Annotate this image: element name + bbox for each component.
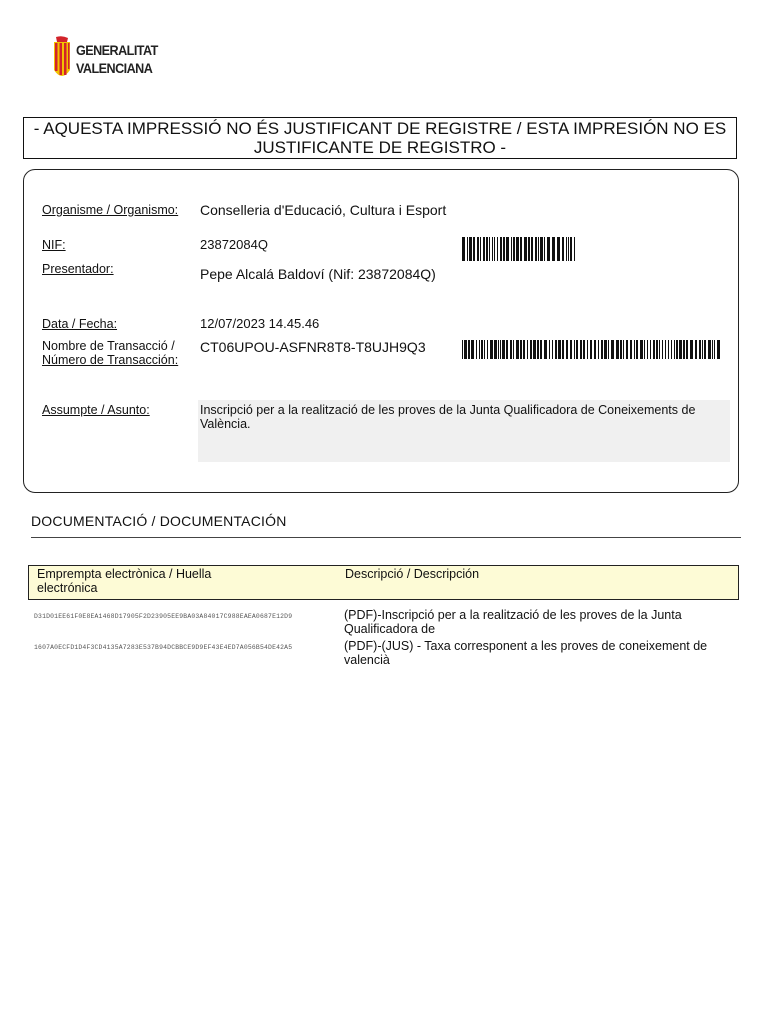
- transaccion-label-line1: Nombre de Transacció /: [42, 339, 175, 353]
- fecha-value: 12/07/2023 14.45.46: [200, 316, 320, 331]
- document-description: (PDF)-Inscripció per a la realització de les proves de la Junta Qualificadora de: [344, 608, 682, 636]
- transaccion-value: CT06UPOU-ASFNR8T8-T8UJH9Q3: [200, 339, 426, 355]
- notice-banner: - AQUESTA IMPRESSIÓ NO ÉS JUSTIFICANT DE REGISTRE / ESTA IMPRESIÓN NO ES JUSTIFICANTE DE REGISTRO -: [23, 117, 737, 159]
- documents-table-header: [28, 565, 739, 600]
- coat-of-arms-icon: [50, 36, 74, 86]
- organismo-value: Conselleria d'Educació, Cultura i Esport: [200, 202, 447, 218]
- nif-label: NIF:: [42, 238, 66, 252]
- table-row: [28, 606, 739, 640]
- asunto-value: Inscripció per a la realització de les proves de la Junta Qualificadora de Coneixements de València.: [198, 400, 730, 462]
- transaccion-label-line2: Número de Transacción:: [42, 353, 179, 367]
- asunto-label: Assumpte / Asunto:: [42, 403, 150, 417]
- nif-value: 23872084Q: [200, 237, 268, 252]
- transaccion-label: [42, 339, 178, 367]
- nif-barcode: [462, 237, 579, 261]
- table-row: [28, 637, 739, 671]
- document-hash: 1607A0ECFD1D4F3CD4135A7283E537B94DCBBCE9D9EF43E4ED7A056B54DE42A5: [34, 644, 293, 651]
- organismo-label: Organisme / Organismo:: [42, 203, 179, 217]
- fecha-label: Data / Fecha:: [42, 317, 118, 331]
- presentador-value: Pepe Alcalá Baldoví (Nif: 23872084Q): [200, 266, 436, 282]
- document-hash: D31D01EE61F0E8EA1468D17905F2D23905EE9BA03A84017C988EAEA0687E12D9: [34, 613, 293, 620]
- document-description: (PDF)-(JUS) - Taxa corresponent a les proves de coneixement de valencià: [344, 639, 708, 667]
- header-descripcion: Descripció / Descripción: [345, 567, 480, 581]
- presentador-label: Presentador:: [42, 262, 114, 276]
- section-divider: [31, 537, 741, 538]
- generalitat-logo: [50, 36, 170, 88]
- transaction-barcode: [462, 340, 722, 359]
- logo-text-line1: GENERALITAT: [76, 42, 158, 58]
- documentacion-title: DOCUMENTACIÓ / DOCUMENTACIÓN: [31, 513, 287, 529]
- logo-text-line2: VALENCIANA: [76, 60, 153, 76]
- header-huella: Emprempta electrònica / Huella electrónica: [37, 567, 212, 595]
- documents-table: [28, 565, 739, 671]
